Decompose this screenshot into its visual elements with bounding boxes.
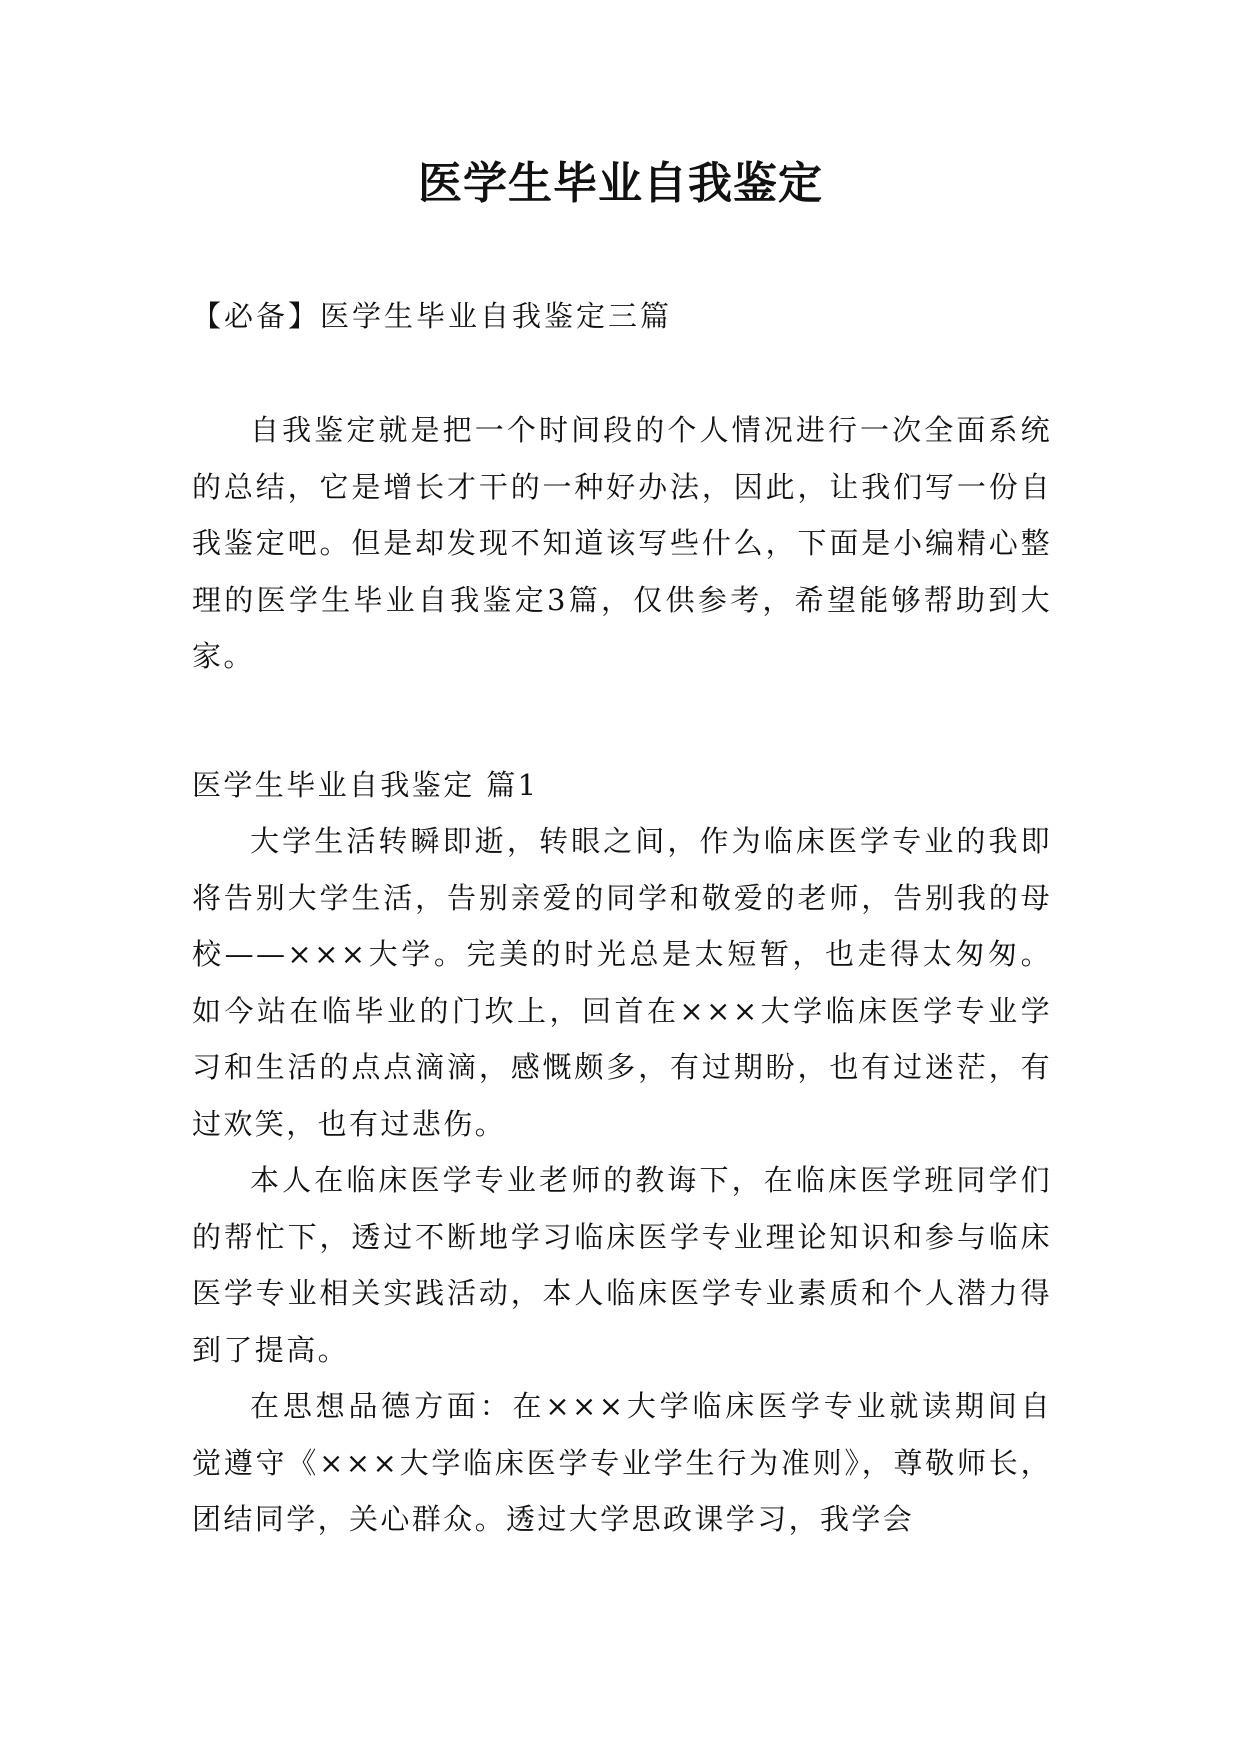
document-subtitle: 【必备】医学生毕业自我鉴定三篇 <box>192 299 673 333</box>
intro-paragraph: 自我鉴定就是把一个时间段的个人情况进行一次全面系统的总结，它是增长才干的一种好办法，因此，让我们写一份自我鉴定吧。但是却发现不知道该写些什么，下面是小编精心整理的医学生毕业自我鉴定3篇，仅供参考，希望能够帮助到大家。 <box>192 413 1052 673</box>
document-title: 医学生毕业自我鉴定 <box>418 158 823 209</box>
body-paragraph: 本人在临床医学专业老师的教诲下，在临床医学班同学们的帮忙下，透过不断地学习临床医学专业理论知识和参与临床医学专业相关实践活动，本人临床医学专业素质和个人潜力得到了提高。 <box>192 1163 1052 1367</box>
section-heading: 医学生毕业自我鉴定 篇1 <box>192 768 539 802</box>
intro-block <box>192 402 1052 685</box>
body-paragraph: 在思想品德方面：在×××大学临床医学专业就读期间自觉遵守《×××大学临床医学专业学生行为准则》，尊敬师长，团结同学，关心群众。透过大学思政课学习，我学会 <box>192 1389 1052 1536</box>
body-paragraph: 大学生活转瞬即逝，转眼之间，作为临床医学专业的我即将告别大学生活，告别亲爱的同学和敬爱的老师，告别我的母校——×××大学。完美的时光总是太短暂，也走得太匆匆。如今站在临毕业的门坎上，回首在×××大学临床医学专业学习和生活的点点滴滴，感慨颇多，有过期盼，也有过迷茫，有过欢笑，也有过悲伤。 <box>192 824 1052 1141</box>
section-body <box>192 813 1052 1548</box>
